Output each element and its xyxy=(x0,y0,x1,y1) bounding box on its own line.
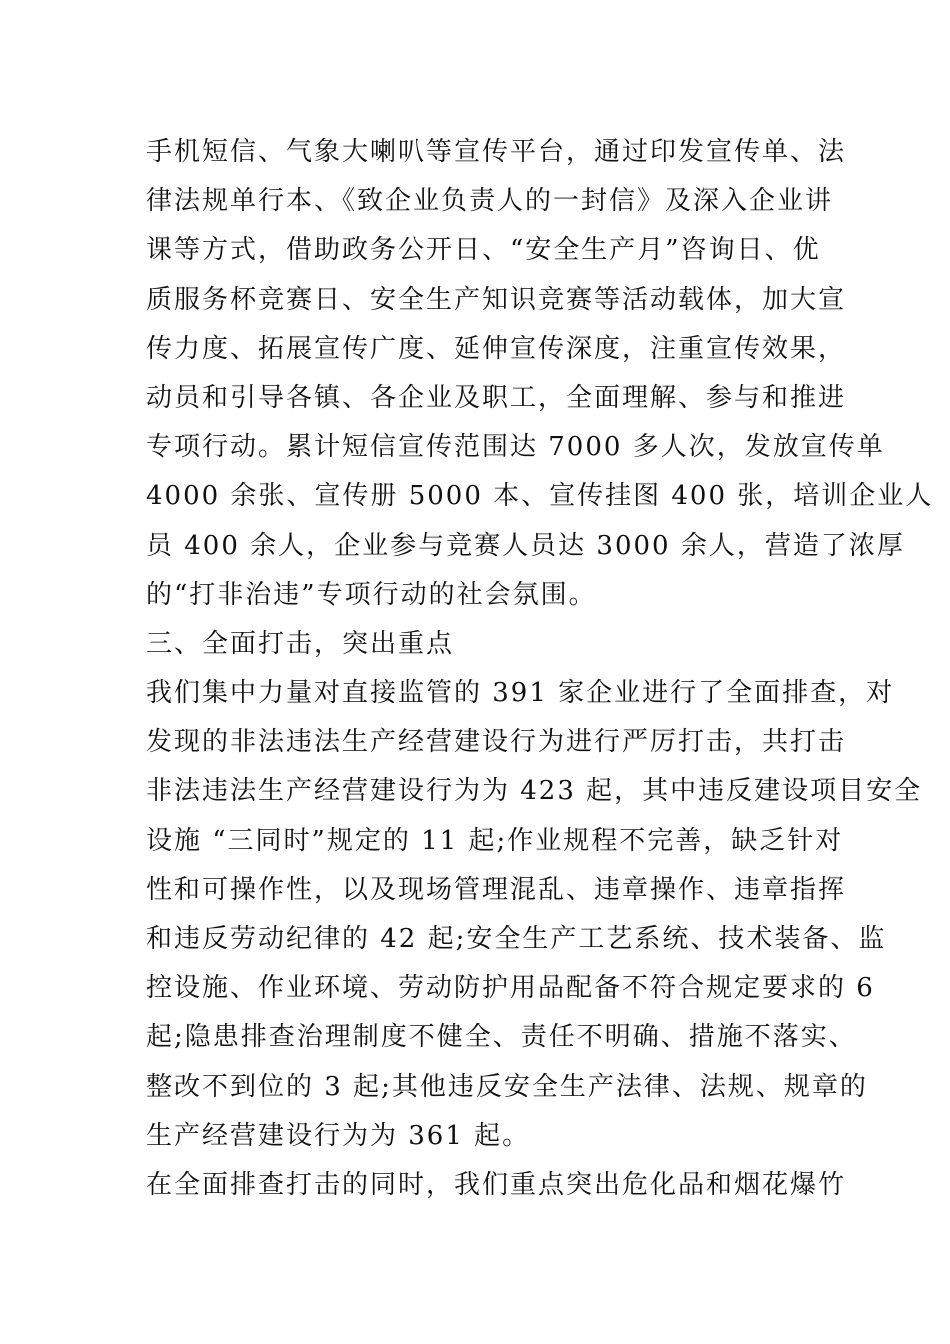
text-line: 控设施、作业环境、劳动防护用品配备不符合规定要求的 6 xyxy=(146,973,875,1004)
text-line: 整改不到位的 3 起;其他违反安全生产法律、法规、规章的 xyxy=(146,1071,868,1102)
text-line: 非法违法生产经营建设行为为 423 起，其中违反建设项目安全 xyxy=(146,776,923,807)
text-line: 的“打非治违”专项行动的社会氛围。 xyxy=(146,579,597,610)
text-line: 设施 “三同时”规定的 11 起;作业规程不完善，缺乏针对 xyxy=(146,825,844,856)
text-line: 我们集中力量对直接监管的 391 家企业进行了全面排查，对 xyxy=(146,678,895,709)
text-line: 起;隐患排查治理制度不健全、责任不明确、措施不落实、 xyxy=(146,1022,857,1053)
text-line: 生产经营建设行为为 361 起。 xyxy=(146,1120,531,1151)
text-line: 在全面排查打击的同时，我们重点突出危化品和烟花爆竹 xyxy=(146,1169,847,1200)
text-line: 手机短信、气象大喇叭等宣传平台，通过印发宣传单、法 xyxy=(146,137,847,167)
text-line: 律法规单行本、《致企业负责人的一封信》及深入企业讲 xyxy=(146,186,834,217)
text-line: 课等方式，借助政务公开日、“安全生产月”咨询日、优 xyxy=(146,235,821,266)
text-line: 和违反劳动纪律的 42 起;安全生产工艺系统、技术装备、监 xyxy=(146,924,887,954)
text-line: 动员和引导各镇、各企业及职工，全面理解、参与和推进 xyxy=(146,382,847,413)
text-line: 发现的非法违法生产经营建设行为进行严厉打击，共打击 xyxy=(146,727,847,758)
section-heading: 三、全面打击，突出重点 xyxy=(146,628,455,659)
document-body xyxy=(146,128,934,1210)
text-line: 质服务杯竞赛日、安全生产知识竞赛等活动载体，加大宣 xyxy=(146,284,847,315)
text-line: 性和可操作性，以及现场管理混乱、违章操作、违章指挥 xyxy=(146,874,847,905)
text-line: 专项行动。累计短信宣传范围达 7000 多人次，发放宣传单 xyxy=(146,432,885,463)
text-line: 4000 余张、宣传册 5000 本、宣传挂图 400 张，培训企业人 xyxy=(146,481,934,512)
text-line: 传力度、拓展宣传广度、延伸宣传深度，注重宣传效果， xyxy=(146,333,847,364)
text-line: 员 400 余人，企业参与竞赛人员达 3000 余人，营造了浓厚 xyxy=(146,530,905,561)
